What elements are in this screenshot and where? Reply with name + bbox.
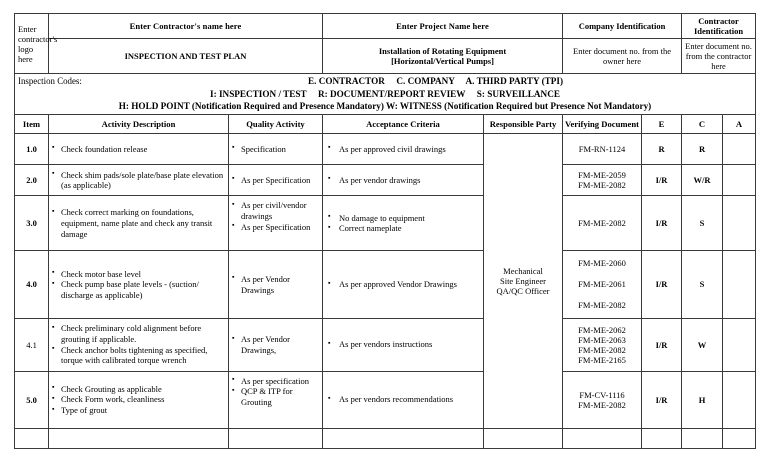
responsible-party-line-3: QA/QC Officer: [496, 286, 550, 296]
list-item: ▪ As per Vendor Drawings,: [232, 334, 319, 355]
row-quality-activity: [229, 196, 323, 251]
row-verifying-document: [563, 165, 642, 196]
row-code-c: W/R: [682, 165, 723, 196]
row-code-e: R: [642, 134, 682, 165]
document-code: FM-RN-1124: [578, 144, 626, 155]
row-code-e: I/R: [642, 165, 682, 196]
row-responsible-party: [484, 428, 563, 448]
document-code: FM-ME-2060: [578, 258, 626, 269]
title-block-row-2: [15, 39, 756, 74]
row-activity-description: [49, 428, 229, 448]
row-acceptance-criteria: [323, 428, 484, 448]
list-item: ▪ Correct nameplate: [326, 223, 480, 234]
inspection-codes-parties: E. CONTRACTOR C. COMPANY A. THIRD PARTY (TPI): [308, 76, 564, 87]
bullet-list: [232, 376, 319, 408]
document-subject: [323, 39, 563, 74]
bullet-list: [232, 334, 319, 355]
row-code-e: I/R: [642, 371, 682, 428]
document-code: FM-ME-2082: [578, 399, 626, 410]
column-header-a: A: [723, 114, 756, 133]
company-identification-header: Company Identification: [563, 14, 682, 39]
row-code-c: [682, 428, 723, 448]
inspection-codes-line-3: H: HOLD POINT (Notification Required and Presence Mandatory) W: WITNESS (Notification Required but Presence Not Mandatory): [118, 100, 652, 111]
row-acceptance-criteria: [323, 371, 484, 428]
row-quality-activity: [229, 165, 323, 196]
row-code-a: [723, 428, 756, 448]
document-subject-line-1: Installation of Rotating Equipment: [378, 46, 507, 57]
row-activity-description: [49, 371, 229, 428]
row-code-e: [642, 428, 682, 448]
bullet-list: [52, 207, 225, 239]
row-item-number: 4.0: [15, 251, 49, 318]
title-block-row-1: [15, 14, 756, 39]
table-row: [15, 318, 756, 371]
row-item-number: 1.0: [15, 134, 49, 165]
list-item: ▪ Check Form work, cleanliness: [52, 394, 225, 405]
document-code: FM-ME-2082: [578, 299, 626, 310]
document-code: FM-ME-2059: [578, 170, 626, 181]
row-code-a: [723, 371, 756, 428]
list-item: ▪ As per vendors instructions: [326, 339, 480, 350]
column-header-quality-activity: Quality Activity: [229, 114, 323, 133]
list-item: ▪ As per approved Vendor Drawings: [326, 279, 480, 290]
inspection-codes-line-2: I: INSPECTION / TEST R: DOCUMENT/REPORT REVIEW S: SURVEILLANCE: [210, 89, 560, 100]
list-item: ▪ Check anchor bolts tightening as specified, torque with calibrated torque wrench: [52, 345, 225, 366]
list-item: ▪ Check preliminary cold alignment before grouting if applicable.: [52, 323, 225, 344]
responsible-party-line-2: Site Engineer: [499, 275, 547, 286]
row-verifying-document: [563, 134, 642, 165]
list-item: ▪ As per approved civil drawings: [326, 144, 480, 155]
list-item: ▪ Check pump base plate levels - (suction/ discharge as applicable): [52, 279, 225, 300]
bullet-list: [326, 144, 480, 155]
contractor-identification-header: Contractor Identification: [682, 14, 756, 39]
list-item: ▪ As per Specification: [232, 175, 319, 186]
row-activity-description: [49, 165, 229, 196]
bullet-list: [52, 323, 225, 366]
list-item: ▪ No damage to equipment: [326, 213, 480, 224]
row-acceptance-criteria: [323, 318, 484, 371]
bullet-list: [52, 144, 225, 155]
owner-document-number-field[interactable]: Enter document no. from the owner here: [563, 39, 682, 74]
row-verifying-document: [563, 371, 642, 428]
document-code: FM-CV-1116: [579, 389, 625, 400]
list-item: ▪ As per civil/vendor drawings: [232, 200, 319, 221]
row-responsible-party: [484, 134, 563, 428]
bullet-list: [52, 384, 225, 416]
document-code: FM-ME-2082: [578, 218, 626, 229]
list-item: ▪ Check foundation release: [52, 144, 225, 155]
inspection-codes-label: Inspection Codes:: [18, 76, 82, 87]
column-header-row: [15, 114, 756, 133]
inspection-codes-block: [15, 74, 756, 115]
contractor-name-field[interactable]: Enter Contractor's name here: [49, 14, 323, 39]
document-code: FM-ME-2061: [578, 279, 626, 290]
bullet-list: [326, 213, 480, 234]
column-header-e: E: [642, 114, 682, 133]
row-code-c: W: [682, 318, 723, 371]
row-code-c: S: [682, 251, 723, 318]
row-code-a: [723, 165, 756, 196]
row-code-a: [723, 318, 756, 371]
column-header-activity-description: Activity Description: [49, 114, 229, 133]
table-row: [15, 196, 756, 251]
contractor-document-number-field[interactable]: Enter document no. from the contractor here: [682, 39, 756, 74]
table-row: [15, 134, 756, 165]
bullet-list: [326, 339, 480, 350]
row-quality-activity: [229, 371, 323, 428]
row-activity-description: [49, 134, 229, 165]
column-header-responsible-party: Responsible Party: [484, 114, 563, 133]
inspection-codes-line-1: [18, 76, 752, 88]
list-item: ▪ As per vendor drawings: [326, 175, 480, 186]
list-item: ▪ Check Grouting as applicable: [52, 384, 225, 395]
inspection-codes-row: [15, 74, 756, 115]
table-row: [15, 428, 756, 448]
document-code: FM-ME-2082: [578, 180, 626, 191]
bullet-list: [232, 274, 319, 295]
row-acceptance-criteria: [323, 165, 484, 196]
row-quality-activity: [229, 251, 323, 318]
responsible-party-line-1: Mechanical: [503, 265, 543, 276]
column-header-c: C: [682, 114, 723, 133]
row-verifying-document: [563, 318, 642, 371]
column-header-verifying-document: Verifying Document: [563, 114, 642, 133]
row-code-c: S: [682, 196, 723, 251]
list-item: ▪ Specification: [232, 144, 319, 155]
bullet-list: [326, 279, 480, 290]
row-code-a: [723, 196, 756, 251]
row-item-number: 4.1: [15, 318, 49, 371]
project-name-field[interactable]: Enter Project Name here: [323, 14, 563, 39]
row-code-c: R: [682, 134, 723, 165]
document-code: FM-ME-2082: [578, 344, 626, 355]
bullet-list: [326, 175, 480, 186]
list-item: ▪ As per vendors recommendations: [326, 394, 480, 405]
row-code-e: I/R: [642, 251, 682, 318]
document-code: FM-ME-2063: [578, 334, 626, 345]
row-acceptance-criteria: [323, 196, 484, 251]
row-activity-description: [49, 196, 229, 251]
list-item: ▪ Type of grout: [52, 405, 225, 416]
row-item-number: 3.0: [15, 196, 49, 251]
row-code-e: I/R: [642, 318, 682, 371]
row-item-number: [15, 428, 49, 448]
document-title: INSPECTION AND TEST PLAN: [49, 39, 323, 74]
list-item: ▪ As per Vendor Drawings: [232, 274, 319, 295]
row-verifying-document: [563, 196, 642, 251]
list-item: ▪ As per Specification: [232, 222, 319, 233]
row-code-c: H: [682, 371, 723, 428]
row-acceptance-criteria: [323, 134, 484, 165]
column-header-acceptance-criteria: Acceptance Criteria: [323, 114, 484, 133]
table-row: [15, 371, 756, 428]
row-quality-activity: [229, 318, 323, 371]
row-code-a: [723, 134, 756, 165]
row-code-a: [723, 251, 756, 318]
table-row: [15, 165, 756, 196]
bullet-list: [52, 269, 225, 301]
list-item: ▪ Check correct marking on foundations, equipment, name plate and check any transit damage: [52, 207, 225, 239]
list-item: ▪ Check shim pads/sole plate/base plate elevation (as applicable): [52, 170, 225, 191]
list-item: ▪ As per specification: [232, 376, 319, 387]
document-subject-line-2: [Horizontal/Vertical Pumps]: [391, 56, 494, 67]
inspection-test-plan-table: [14, 13, 756, 449]
list-item: ▪ Check motor base level: [52, 269, 225, 280]
row-verifying-document: [563, 251, 642, 318]
row-quality-activity: [229, 134, 323, 165]
row-verifying-document: [563, 428, 642, 448]
table-row: [15, 251, 756, 318]
row-activity-description: [49, 251, 229, 318]
bullet-list: [232, 200, 319, 232]
bullet-list: [232, 144, 319, 155]
bullet-list: [52, 170, 225, 191]
row-item-number: 5.0: [15, 371, 49, 428]
document-code: FM-ME-2165: [578, 354, 626, 365]
contractor-logo-placeholder[interactable]: Enter contractor's logo here: [15, 14, 49, 74]
column-header-item: Item: [15, 114, 49, 133]
row-code-e: I/R: [642, 196, 682, 251]
row-item-number: 2.0: [15, 165, 49, 196]
row-acceptance-criteria: [323, 251, 484, 318]
row-quality-activity: [229, 428, 323, 448]
bullet-list: [232, 175, 319, 186]
document-code: FM-ME-2062: [578, 324, 626, 335]
row-activity-description: [49, 318, 229, 371]
list-item: ▪ QCP & ITP for Grouting: [232, 386, 319, 407]
bullet-list: [326, 394, 480, 405]
